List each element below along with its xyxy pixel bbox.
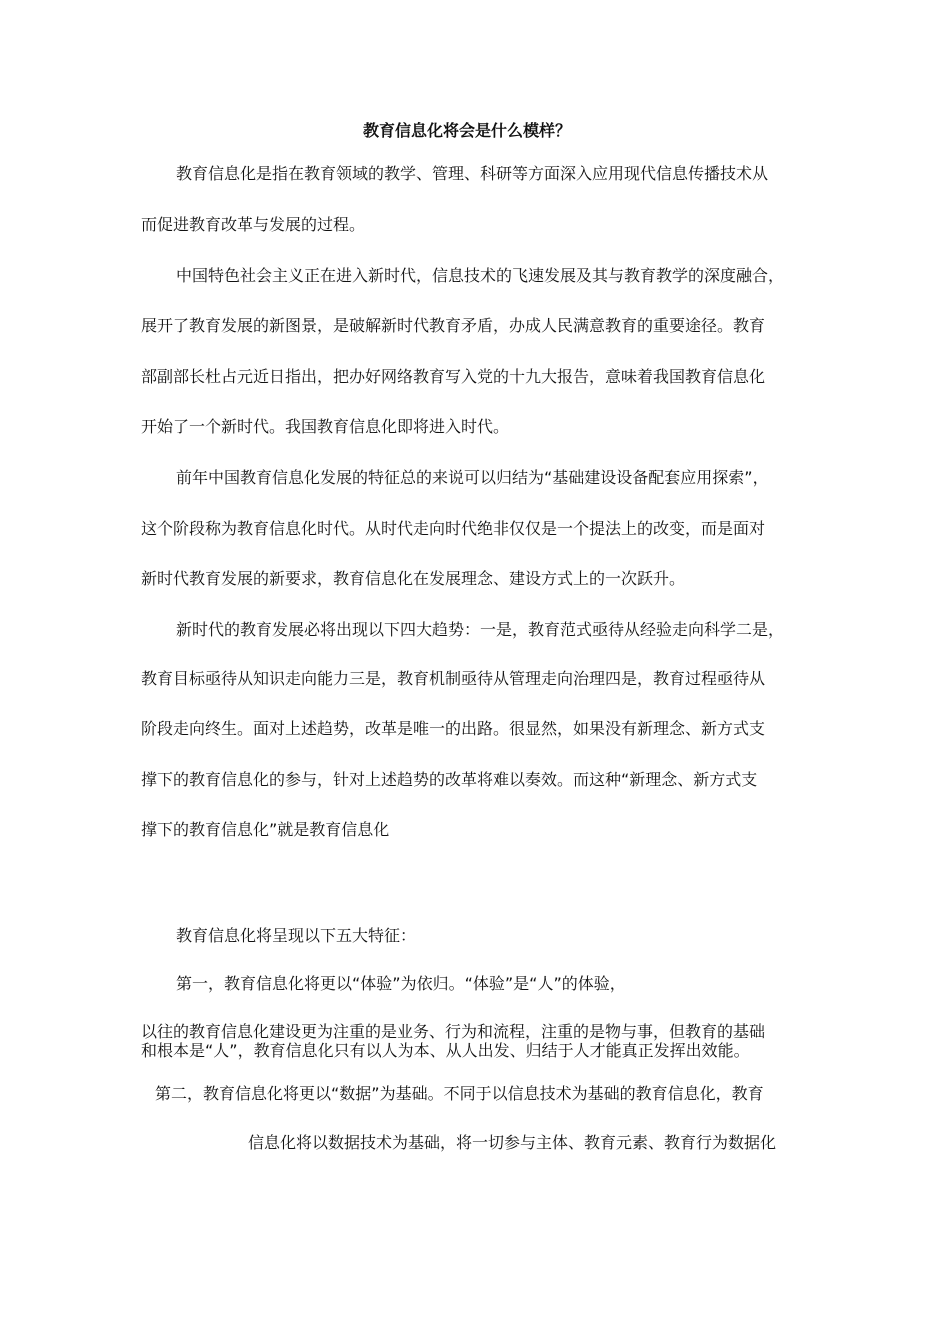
paragraph-line: 撑下的教育信息化”就是教育信息化 [141, 820, 390, 839]
paragraph-line: 前年中国教育信息化发展的特征总的来说可以归结为“基础建设设备配套应用探索”， [176, 468, 769, 487]
paragraph-line: 新时代教育发展的新要求，教育信息化在发展理念、建设方式上的一次跃升。 [141, 569, 686, 588]
paragraph-line: 展开了教育发展的新图景，是破解新时代教育矛盾，办成人民满意教育的重要途径。教育 [141, 316, 766, 335]
paragraph-line: 中国特色社会主义正在进入新时代，信息技术的飞速发展及其与教育教学的深度融合， [176, 266, 785, 285]
paragraph-line: 阶段走向终生。面对上述趋势，改革是唯一的出路。很显然，如果没有新理念、新方式支 [141, 719, 766, 738]
paragraph-line: 这个阶段称为教育信息化时代。从时代走向时代绝非仅仅是一个提法上的改变，而是面对 [141, 519, 766, 538]
paragraph-line: 第二，教育信息化将更以“数据”为基础。不同于以信息技术为基础的教育信息化，教育 [155, 1084, 764, 1103]
paragraph-line: 第一，教育信息化将更以“体验”为依归。“体验”是“人”的体验， [176, 974, 626, 993]
paragraph-line: 撑下的教育信息化的参与，针对上述趋势的改革将难以奏效。而这种“新理念、新方式支 [141, 770, 758, 789]
paragraph-line: 信息化将以数据技术为基础，将一切参与主体、教育元素、教育行为数据化 [248, 1133, 777, 1152]
paragraph-line: 教育目标亟待从知识走向能力三是，教育机制亟待从管理走向治理四是，教育过程亟待从 [141, 669, 766, 688]
paragraph-line: 新时代的教育发展必将出现以下四大趋势：一是，教育范式亟待从经验走向科学二是， [176, 620, 785, 639]
paragraph-line: 开始了一个新时代。我国教育信息化即将进入时代。 [141, 417, 510, 436]
paragraph-line: 部副部长杜占元近日指出，把办好网络教育写入党的十九大报告，意味着我国教育信息化 [141, 367, 766, 386]
paragraph-line: 以往的教育信息化建设更为注重的是业务、行为和流程，注重的是物与事，但教育的基础 [141, 1022, 766, 1041]
paragraph-line: 教育信息化将呈现以下五大特征： [176, 926, 417, 945]
document-title: 教育信息化将会是什么模样？ [363, 121, 572, 140]
paragraph-line: 而促进教育改革与发展的过程。 [141, 215, 366, 234]
paragraph-line: 和根本是“人”，教育信息化只有以人为本、从人出发、归结于人才能真正发挥出效能。 [141, 1041, 750, 1060]
paragraph-line: 教育信息化是指在教育领域的教学、管理、科研等方面深入应用现代信息传播技术从 [176, 164, 769, 183]
